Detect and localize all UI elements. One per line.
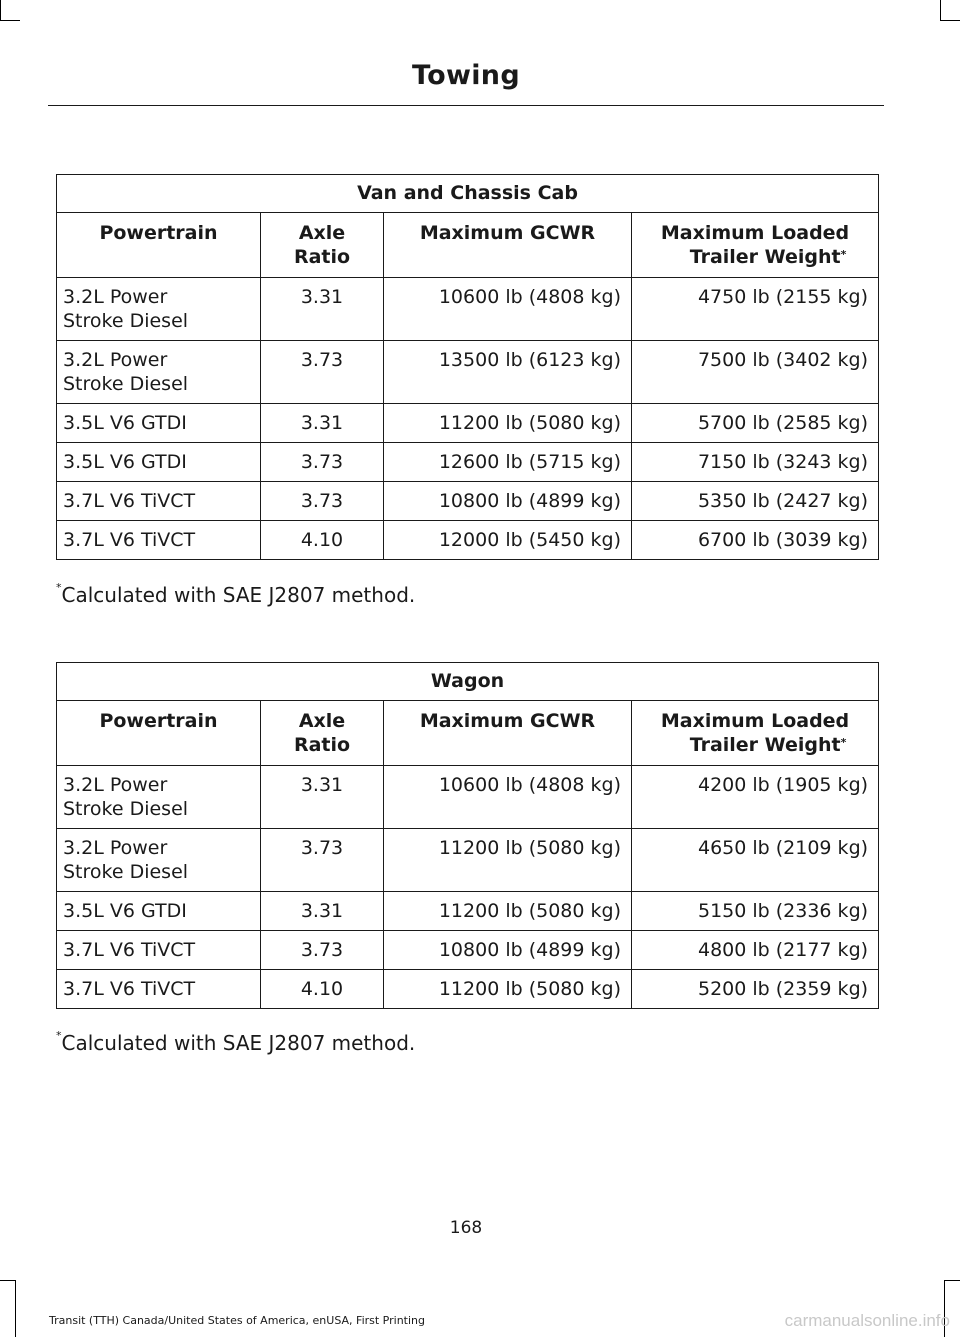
table-row bbox=[57, 892, 879, 931]
cell-powertrain: 3.5L V6 GTDI bbox=[57, 443, 261, 482]
cell-gcwr: 11200 lb (5080 kg) bbox=[384, 970, 632, 1009]
footnote-marker: * bbox=[840, 736, 847, 749]
cell-axle-ratio: 3.73 bbox=[261, 341, 384, 404]
cell-trailer-weight: 7150 lb (3243 kg) bbox=[632, 443, 879, 482]
table-caption: Wagon bbox=[57, 663, 879, 701]
watermark: carmanualsonline.info bbox=[784, 1311, 950, 1330]
col-head-axle-ratio: Axle Ratio bbox=[261, 701, 384, 766]
table-row bbox=[57, 829, 879, 892]
cell-axle-ratio: 4.10 bbox=[261, 521, 384, 560]
header-rule bbox=[48, 105, 884, 106]
cell-powertrain: 3.2L Power Stroke Diesel bbox=[57, 341, 261, 404]
crop-mark-top-right bbox=[940, 0, 941, 20]
cell-trailer-weight: 5150 lb (2336 kg) bbox=[632, 892, 879, 931]
page-title: Towing bbox=[412, 60, 520, 91]
cell-trailer-weight: 4750 lb (2155 kg) bbox=[632, 278, 879, 341]
col-head-powertrain: Powertrain bbox=[57, 213, 261, 278]
crop-mark-bottom-left-h bbox=[0, 1280, 15, 1281]
table-row bbox=[57, 443, 879, 482]
cell-trailer-weight: 7500 lb (3402 kg) bbox=[632, 341, 879, 404]
cell-axle-ratio: 4.10 bbox=[261, 970, 384, 1009]
crop-mark-top-left bbox=[0, 0, 1, 20]
cell-trailer-weight: 6700 lb (3039 kg) bbox=[632, 521, 879, 560]
col-head-trailer-weight: Maximum Loaded Trailer Weight* bbox=[632, 701, 879, 766]
cell-trailer-weight: 5700 lb (2585 kg) bbox=[632, 404, 879, 443]
cell-gcwr: 10600 lb (4808 kg) bbox=[384, 766, 632, 829]
crop-mark-bottom-left bbox=[15, 1280, 16, 1337]
table-row bbox=[57, 482, 879, 521]
cell-powertrain: 3.7L V6 TiVCT bbox=[57, 970, 261, 1009]
col-head-gcwr: Maximum GCWR bbox=[384, 701, 632, 766]
cell-powertrain: 3.5L V6 GTDI bbox=[57, 404, 261, 443]
cell-axle-ratio: 3.31 bbox=[261, 278, 384, 341]
van-chassis-table bbox=[56, 174, 879, 560]
cell-gcwr: 12000 lb (5450 kg) bbox=[384, 521, 632, 560]
cell-axle-ratio: 3.31 bbox=[261, 766, 384, 829]
cell-trailer-weight: 5350 lb (2427 kg) bbox=[632, 482, 879, 521]
cell-gcwr: 10800 lb (4899 kg) bbox=[384, 931, 632, 970]
footer-print-info: Transit (TTH) Canada/United States of America, enUSA, First Printing bbox=[49, 1314, 425, 1327]
cell-trailer-weight: 4200 lb (1905 kg) bbox=[632, 766, 879, 829]
cell-trailer-weight: 4650 lb (2109 kg) bbox=[632, 829, 879, 892]
cell-axle-ratio: 3.31 bbox=[261, 404, 384, 443]
cell-axle-ratio: 3.73 bbox=[261, 829, 384, 892]
cell-axle-ratio: 3.31 bbox=[261, 892, 384, 931]
footnote: *Calculated with SAE J2807 method. bbox=[56, 1029, 416, 1055]
page-number: 168 bbox=[449, 1218, 483, 1238]
table-row bbox=[57, 766, 879, 829]
cell-gcwr: 11200 lb (5080 kg) bbox=[384, 829, 632, 892]
col-head-axle-ratio: Axle Ratio bbox=[261, 213, 384, 278]
cell-axle-ratio: 3.73 bbox=[261, 482, 384, 521]
cell-axle-ratio: 3.73 bbox=[261, 443, 384, 482]
table-header-row bbox=[57, 213, 879, 278]
cell-axle-ratio: 3.73 bbox=[261, 931, 384, 970]
cell-powertrain: 3.5L V6 GTDI bbox=[57, 892, 261, 931]
table-header-row bbox=[57, 701, 879, 766]
footnote: *Calculated with SAE J2807 method. bbox=[56, 581, 416, 607]
col-head-gcwr: Maximum GCWR bbox=[384, 213, 632, 278]
cell-powertrain: 3.7L V6 TiVCT bbox=[57, 482, 261, 521]
col-head-trailer-weight: Maximum Loaded Trailer Weight* bbox=[632, 213, 879, 278]
footnote-marker: * bbox=[840, 248, 847, 261]
cell-powertrain: 3.7L V6 TiVCT bbox=[57, 521, 261, 560]
table-caption: Van and Chassis Cab bbox=[57, 175, 879, 213]
cell-powertrain: 3.2L Power Stroke Diesel bbox=[57, 829, 261, 892]
wagon-table bbox=[56, 662, 879, 1009]
cell-powertrain: 3.2L Power Stroke Diesel bbox=[57, 766, 261, 829]
cell-trailer-weight: 5200 lb (2359 kg) bbox=[632, 970, 879, 1009]
cell-trailer-weight: 4800 lb (2177 kg) bbox=[632, 931, 879, 970]
crop-mark-top-left-h bbox=[0, 20, 20, 21]
table-row bbox=[57, 341, 879, 404]
cell-powertrain: 3.2L Power Stroke Diesel bbox=[57, 278, 261, 341]
crop-mark-bottom-right-h bbox=[944, 1280, 960, 1281]
cell-gcwr: 13500 lb (6123 kg) bbox=[384, 341, 632, 404]
cell-gcwr: 10600 lb (4808 kg) bbox=[384, 278, 632, 341]
cell-gcwr: 11200 lb (5080 kg) bbox=[384, 892, 632, 931]
crop-mark-top-right-h bbox=[940, 20, 960, 21]
table-row bbox=[57, 931, 879, 970]
table-row bbox=[57, 404, 879, 443]
table-row bbox=[57, 970, 879, 1009]
table-row bbox=[57, 521, 879, 560]
table-row bbox=[57, 278, 879, 341]
col-head-powertrain: Powertrain bbox=[57, 701, 261, 766]
cell-gcwr: 10800 lb (4899 kg) bbox=[384, 482, 632, 521]
cell-gcwr: 11200 lb (5080 kg) bbox=[384, 404, 632, 443]
cell-powertrain: 3.7L V6 TiVCT bbox=[57, 931, 261, 970]
cell-gcwr: 12600 lb (5715 kg) bbox=[384, 443, 632, 482]
